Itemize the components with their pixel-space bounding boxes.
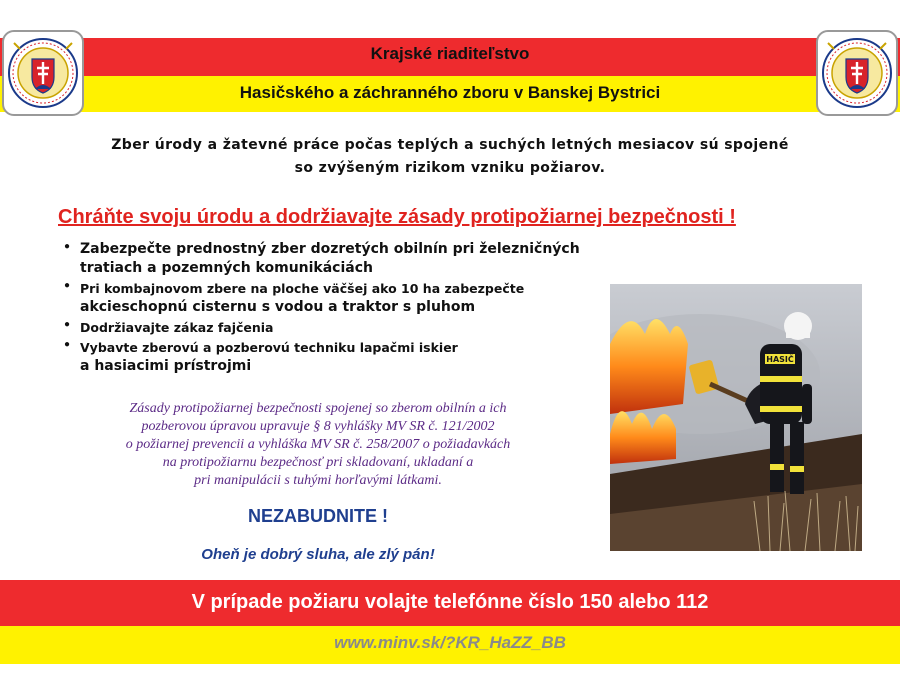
intro-text — [40, 134, 860, 180]
rule-text: ● Dodržiavajte zákaz fajčenia — [80, 320, 274, 335]
header-title: Krajské riaditeľstvo — [370, 44, 530, 63]
rule-subtext: akcieschopnú cisternu s vodou a traktor s pluhom — [80, 299, 476, 315]
rule-text: ● Zabezpečte prednostný zber dozretých obilnín pri železničných — [80, 241, 580, 257]
rule-text: ● Pri kombajnovom zbere na ploche väčšej ako 10 ha zabezpečte — [80, 281, 525, 296]
intro-line: so zvýšeným rizikom vzniku požiarov. — [294, 160, 606, 176]
list-item — [64, 318, 624, 337]
header-subtitle: Hasičského a záchranného zboru v Banskej Bystrici — [239, 83, 661, 102]
list-item — [64, 338, 624, 376]
rule-subtext: tratiach a pozemných komunikáciách — [80, 260, 373, 276]
legal-line: pozberovou úpravou upravuje § 8 vyhlášky MV SR č. 121/2002 — [141, 419, 495, 434]
jacket-label: HASIČ — [766, 355, 794, 364]
legal-line: Zásady protipožiarnej bezpečnosti spojenej so zberom obilnín a ich — [129, 401, 507, 416]
legal-notice — [58, 400, 578, 490]
headline: Chráňte svoju úrodu a dodržiavajte zásady protipožiarnej bezpečnosti ! — [58, 206, 736, 228]
legal-line: pri manipulácii s tuhými horľavými látkami. — [194, 473, 442, 488]
intro-line: Zber úrody a žatevné práce počas teplých a suchých letných mesiacov sú spojené — [111, 137, 789, 153]
fire-rescue-emblem-icon — [2, 30, 84, 116]
rule-subtext: a hasiacimi prístrojmi — [80, 358, 252, 374]
list-item — [64, 240, 624, 278]
rules-list — [64, 240, 624, 377]
emergency-phone-text: V prípade požiaru volajte telefónne číslo 150 alebo 112 — [191, 591, 709, 613]
proverb: Oheň je dobrý sluha, ale zlý pán! — [201, 546, 435, 563]
legal-line: na protipožiarnu bezpečnosť pri skladovaní, ukladaní a — [162, 455, 474, 470]
rule-text: ● Vybavte zberovú a pozberovú techniku lapačmi iskier — [80, 340, 458, 355]
firefighter-photo — [610, 284, 862, 551]
list-item — [64, 279, 624, 317]
reminder-heading: NEZABUDNITE ! — [248, 506, 388, 526]
website-link[interactable]: www.minv.sk/?KR_HaZZ_BB — [334, 633, 566, 652]
fire-rescue-emblem-icon — [816, 30, 898, 116]
legal-line: o požiarnej prevencii a vyhláška MV SR č. 258/2007 o požiadavkách — [125, 437, 511, 452]
